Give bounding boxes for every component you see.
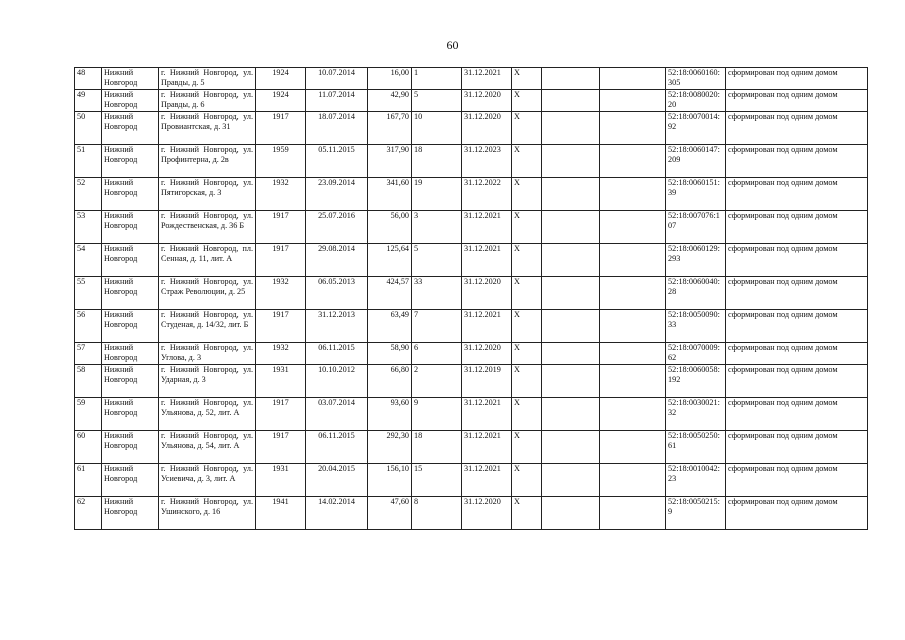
- deadline-cell: 31.12.2021: [462, 244, 512, 277]
- empty-cell: [600, 365, 666, 398]
- deadline-cell: 31.12.2020: [462, 497, 512, 530]
- city-cell: Нижний Новгород: [102, 464, 159, 497]
- table-row: [75, 277, 868, 310]
- table-row: [75, 112, 868, 145]
- address-cell: г. Нижний Новгород, ул. Пятигорская, д. 3: [159, 178, 256, 211]
- marker-cell: X: [512, 310, 542, 343]
- table-row: [75, 145, 868, 178]
- cadastral-number-cell: 52:18:0050215:9: [666, 497, 726, 530]
- land-status-cell: сформирован под одним домом: [726, 112, 868, 145]
- empty-cell: [542, 112, 600, 145]
- year-built-cell: 1924: [256, 68, 306, 90]
- marker-cell: X: [512, 431, 542, 464]
- table-row: [75, 211, 868, 244]
- table-row: [75, 431, 868, 464]
- deadline-cell: 31.12.2019: [462, 365, 512, 398]
- year-built-cell: 1917: [256, 244, 306, 277]
- row-number: 55: [75, 277, 102, 310]
- address-cell: г. Нижний Новгород, ул. Профинтерна, д. 2в: [159, 145, 256, 178]
- deadline-cell: 31.12.2020: [462, 112, 512, 145]
- cadastral-number-cell: 52:18:0060058:192: [666, 365, 726, 398]
- row-number: 50: [75, 112, 102, 145]
- area-cell: 292,30: [368, 431, 412, 464]
- marker-cell: X: [512, 145, 542, 178]
- date-cell: 05.11.2015: [306, 145, 368, 178]
- address-cell: г. Нижний Новгород, ул. Ульянова, д. 54, лит. А: [159, 431, 256, 464]
- marker-cell: X: [512, 90, 542, 112]
- empty-cell: [600, 145, 666, 178]
- city-cell: Нижний Новгород: [102, 90, 159, 112]
- row-number: 52: [75, 178, 102, 211]
- empty-cell: [542, 178, 600, 211]
- land-status-cell: сформирован под одним домом: [726, 68, 868, 90]
- table-row: [75, 398, 868, 431]
- empty-cell: [542, 211, 600, 244]
- empty-cell: [542, 431, 600, 464]
- empty-cell: [600, 211, 666, 244]
- area-cell: 56,00: [368, 211, 412, 244]
- empty-cell: [600, 68, 666, 90]
- address-cell: г. Нижний Новгород, ул. Правды, д. 6: [159, 90, 256, 112]
- city-cell: Нижний Новгород: [102, 431, 159, 464]
- deadline-cell: 31.12.2020: [462, 277, 512, 310]
- row-number: 60: [75, 431, 102, 464]
- deadline-cell: 31.12.2021: [462, 68, 512, 90]
- table-row: [75, 68, 868, 90]
- land-status-cell: сформирован под одним домом: [726, 244, 868, 277]
- date-cell: 06.05.2013: [306, 277, 368, 310]
- cadastral-number-cell: 52:18:0080020:20: [666, 90, 726, 112]
- marker-cell: X: [512, 178, 542, 211]
- resident-count-cell: 18: [412, 431, 462, 464]
- page-number: 60: [446, 38, 459, 52]
- resident-count-cell: 5: [412, 90, 462, 112]
- area-cell: 66,80: [368, 365, 412, 398]
- empty-cell: [600, 112, 666, 145]
- cadastral-number-cell: 52:18:0070014:92: [666, 112, 726, 145]
- row-number: 58: [75, 365, 102, 398]
- empty-cell: [600, 431, 666, 464]
- cadastral-number-cell: 52:18:0070009:62: [666, 343, 726, 365]
- marker-cell: X: [512, 497, 542, 530]
- year-built-cell: 1924: [256, 90, 306, 112]
- marker-cell: X: [512, 244, 542, 277]
- land-status-cell: сформирован под одним домом: [726, 310, 868, 343]
- year-built-cell: 1917: [256, 211, 306, 244]
- year-built-cell: 1931: [256, 464, 306, 497]
- deadline-cell: 31.12.2021: [462, 464, 512, 497]
- empty-cell: [542, 365, 600, 398]
- table-row: [75, 464, 868, 497]
- city-cell: Нижний Новгород: [102, 244, 159, 277]
- cadastral-number-cell: 52:18:0050090:33: [666, 310, 726, 343]
- cadastral-number-cell: 52:18:0060151:39: [666, 178, 726, 211]
- year-built-cell: 1917: [256, 112, 306, 145]
- row-number: 59: [75, 398, 102, 431]
- row-number: 53: [75, 211, 102, 244]
- empty-cell: [542, 497, 600, 530]
- cadastral-number-cell: 52:18:0010042:23: [666, 464, 726, 497]
- deadline-cell: 31.12.2021: [462, 398, 512, 431]
- date-cell: 29.08.2014: [306, 244, 368, 277]
- area-cell: 63,49: [368, 310, 412, 343]
- empty-cell: [542, 68, 600, 90]
- deadline-cell: 31.12.2022: [462, 178, 512, 211]
- empty-cell: [600, 343, 666, 365]
- year-built-cell: 1941: [256, 497, 306, 530]
- city-cell: Нижний Новгород: [102, 365, 159, 398]
- year-built-cell: 1932: [256, 178, 306, 211]
- address-cell: г. Нижний Новгород, ул. Страж Революции, д. 25: [159, 277, 256, 310]
- cadastral-number-cell: 52:18:0050250:61: [666, 431, 726, 464]
- empty-cell: [542, 310, 600, 343]
- land-status-cell: сформирован под одним домом: [726, 464, 868, 497]
- marker-cell: X: [512, 68, 542, 90]
- table-row: [75, 365, 868, 398]
- city-cell: Нижний Новгород: [102, 497, 159, 530]
- cadastral-number-cell: 52:18:0060040:28: [666, 277, 726, 310]
- resident-count-cell: 10: [412, 112, 462, 145]
- city-cell: Нижний Новгород: [102, 343, 159, 365]
- address-cell: г. Нижний Новгород, пл. Сенная, д. 11, лит. А: [159, 244, 256, 277]
- marker-cell: X: [512, 343, 542, 365]
- area-cell: 58,90: [368, 343, 412, 365]
- resident-count-cell: 15: [412, 464, 462, 497]
- city-cell: Нижний Новгород: [102, 310, 159, 343]
- year-built-cell: 1917: [256, 431, 306, 464]
- resident-count-cell: 9: [412, 398, 462, 431]
- empty-cell: [600, 178, 666, 211]
- city-cell: Нижний Новгород: [102, 398, 159, 431]
- area-cell: 424,57: [368, 277, 412, 310]
- resident-count-cell: 6: [412, 343, 462, 365]
- deadline-cell: 31.12.2021: [462, 310, 512, 343]
- resident-count-cell: 3: [412, 211, 462, 244]
- address-cell: г. Нижний Новгород, ул. Ударная, д. 3: [159, 365, 256, 398]
- empty-cell: [600, 310, 666, 343]
- date-cell: 31.12.2013: [306, 310, 368, 343]
- empty-cell: [542, 145, 600, 178]
- date-cell: 06.11.2015: [306, 431, 368, 464]
- empty-cell: [600, 464, 666, 497]
- row-number: 61: [75, 464, 102, 497]
- area-cell: 93,60: [368, 398, 412, 431]
- cadastral-number-cell: 52:18:0060129:293: [666, 244, 726, 277]
- cadastral-number-cell: 52:18:007076:107: [666, 211, 726, 244]
- table-row: [75, 497, 868, 530]
- address-cell: г. Нижний Новгород, ул. Рождественская, д. 36 Б: [159, 211, 256, 244]
- table-body: [75, 68, 868, 530]
- year-built-cell: 1932: [256, 277, 306, 310]
- deadline-cell: 31.12.2021: [462, 431, 512, 464]
- empty-cell: [542, 343, 600, 365]
- area-cell: 42,90: [368, 90, 412, 112]
- year-built-cell: 1932: [256, 343, 306, 365]
- cadastral-number-cell: 52:18:0030021:32: [666, 398, 726, 431]
- resident-count-cell: 2: [412, 365, 462, 398]
- date-cell: 11.07.2014: [306, 90, 368, 112]
- address-cell: г. Нижний Новгород, ул. Ульянова, д. 52, лит. А: [159, 398, 256, 431]
- date-cell: 18.07.2014: [306, 112, 368, 145]
- empty-cell: [600, 398, 666, 431]
- area-cell: 16,00: [368, 68, 412, 90]
- empty-cell: [600, 277, 666, 310]
- date-cell: 20.04.2015: [306, 464, 368, 497]
- land-status-cell: сформирован под одним домом: [726, 145, 868, 178]
- land-status-cell: сформирован под одним домом: [726, 398, 868, 431]
- address-cell: г. Нижний Новгород, ул. Провиантская, д. 31: [159, 112, 256, 145]
- land-status-cell: сформирован под одним домом: [726, 365, 868, 398]
- marker-cell: X: [512, 365, 542, 398]
- resident-count-cell: 1: [412, 68, 462, 90]
- city-cell: Нижний Новгород: [102, 178, 159, 211]
- resident-count-cell: 33: [412, 277, 462, 310]
- cadastral-number-cell: 52:18:0060147:209: [666, 145, 726, 178]
- area-cell: 47,60: [368, 497, 412, 530]
- empty-cell: [542, 277, 600, 310]
- city-cell: Нижний Новгород: [102, 277, 159, 310]
- city-cell: Нижний Новгород: [102, 68, 159, 90]
- resident-count-cell: 19: [412, 178, 462, 211]
- address-cell: г. Нижний Новгород, ул. Студеная, д. 14/32, лит. Б: [159, 310, 256, 343]
- marker-cell: X: [512, 112, 542, 145]
- address-cell: г. Нижний Новгород, ул. Ушинского, д. 16: [159, 497, 256, 530]
- row-number: 48: [75, 68, 102, 90]
- table-row: [75, 90, 868, 112]
- empty-cell: [542, 464, 600, 497]
- address-cell: г. Нижний Новгород, ул. Усиевича, д. 3, лит. А: [159, 464, 256, 497]
- table-row: [75, 343, 868, 365]
- marker-cell: X: [512, 277, 542, 310]
- area-cell: 167,70: [368, 112, 412, 145]
- row-number: 51: [75, 145, 102, 178]
- table-row: [75, 244, 868, 277]
- date-cell: 10.07.2014: [306, 68, 368, 90]
- empty-cell: [542, 398, 600, 431]
- deadline-cell: 31.12.2020: [462, 343, 512, 365]
- land-status-cell: сформирован под одним домом: [726, 343, 868, 365]
- date-cell: 06.11.2015: [306, 343, 368, 365]
- row-number: 56: [75, 310, 102, 343]
- marker-cell: X: [512, 464, 542, 497]
- marker-cell: X: [512, 398, 542, 431]
- resident-count-cell: 8: [412, 497, 462, 530]
- empty-cell: [600, 497, 666, 530]
- table-row: [75, 310, 868, 343]
- empty-cell: [542, 90, 600, 112]
- area-cell: 125,64: [368, 244, 412, 277]
- cadastral-number-cell: 52:18:0060160:305: [666, 68, 726, 90]
- year-built-cell: 1917: [256, 398, 306, 431]
- row-number: 57: [75, 343, 102, 365]
- land-status-cell: сформирован под одним домом: [726, 497, 868, 530]
- address-cell: г. Нижний Новгород, ул. Углова, д. 3: [159, 343, 256, 365]
- year-built-cell: 1931: [256, 365, 306, 398]
- city-cell: Нижний Новгород: [102, 211, 159, 244]
- resident-count-cell: 5: [412, 244, 462, 277]
- empty-cell: [600, 90, 666, 112]
- city-cell: Нижний Новгород: [102, 145, 159, 178]
- empty-cell: [600, 244, 666, 277]
- table-row: [75, 178, 868, 211]
- land-status-cell: сформирован под одним домом: [726, 178, 868, 211]
- row-number: 54: [75, 244, 102, 277]
- marker-cell: X: [512, 211, 542, 244]
- deadline-cell: 31.12.2020: [462, 90, 512, 112]
- area-cell: 156,10: [368, 464, 412, 497]
- date-cell: 23.09.2014: [306, 178, 368, 211]
- land-status-cell: сформирован под одним домом: [726, 90, 868, 112]
- housing-registry-table: [74, 67, 868, 530]
- date-cell: 10.10.2012: [306, 365, 368, 398]
- deadline-cell: 31.12.2021: [462, 211, 512, 244]
- date-cell: 03.07.2014: [306, 398, 368, 431]
- row-number: 49: [75, 90, 102, 112]
- row-number: 62: [75, 497, 102, 530]
- year-built-cell: 1959: [256, 145, 306, 178]
- land-status-cell: сформирован под одним домом: [726, 211, 868, 244]
- resident-count-cell: 7: [412, 310, 462, 343]
- address-cell: г. Нижний Новгород, ул. Правды, д. 5: [159, 68, 256, 90]
- deadline-cell: 31.12.2023: [462, 145, 512, 178]
- empty-cell: [542, 244, 600, 277]
- city-cell: Нижний Новгород: [102, 112, 159, 145]
- land-status-cell: сформирован под одним домом: [726, 431, 868, 464]
- area-cell: 317,90: [368, 145, 412, 178]
- resident-count-cell: 18: [412, 145, 462, 178]
- date-cell: 25.07.2016: [306, 211, 368, 244]
- year-built-cell: 1917: [256, 310, 306, 343]
- date-cell: 14.02.2014: [306, 497, 368, 530]
- land-status-cell: сформирован под одним домом: [726, 277, 868, 310]
- area-cell: 341,60: [368, 178, 412, 211]
